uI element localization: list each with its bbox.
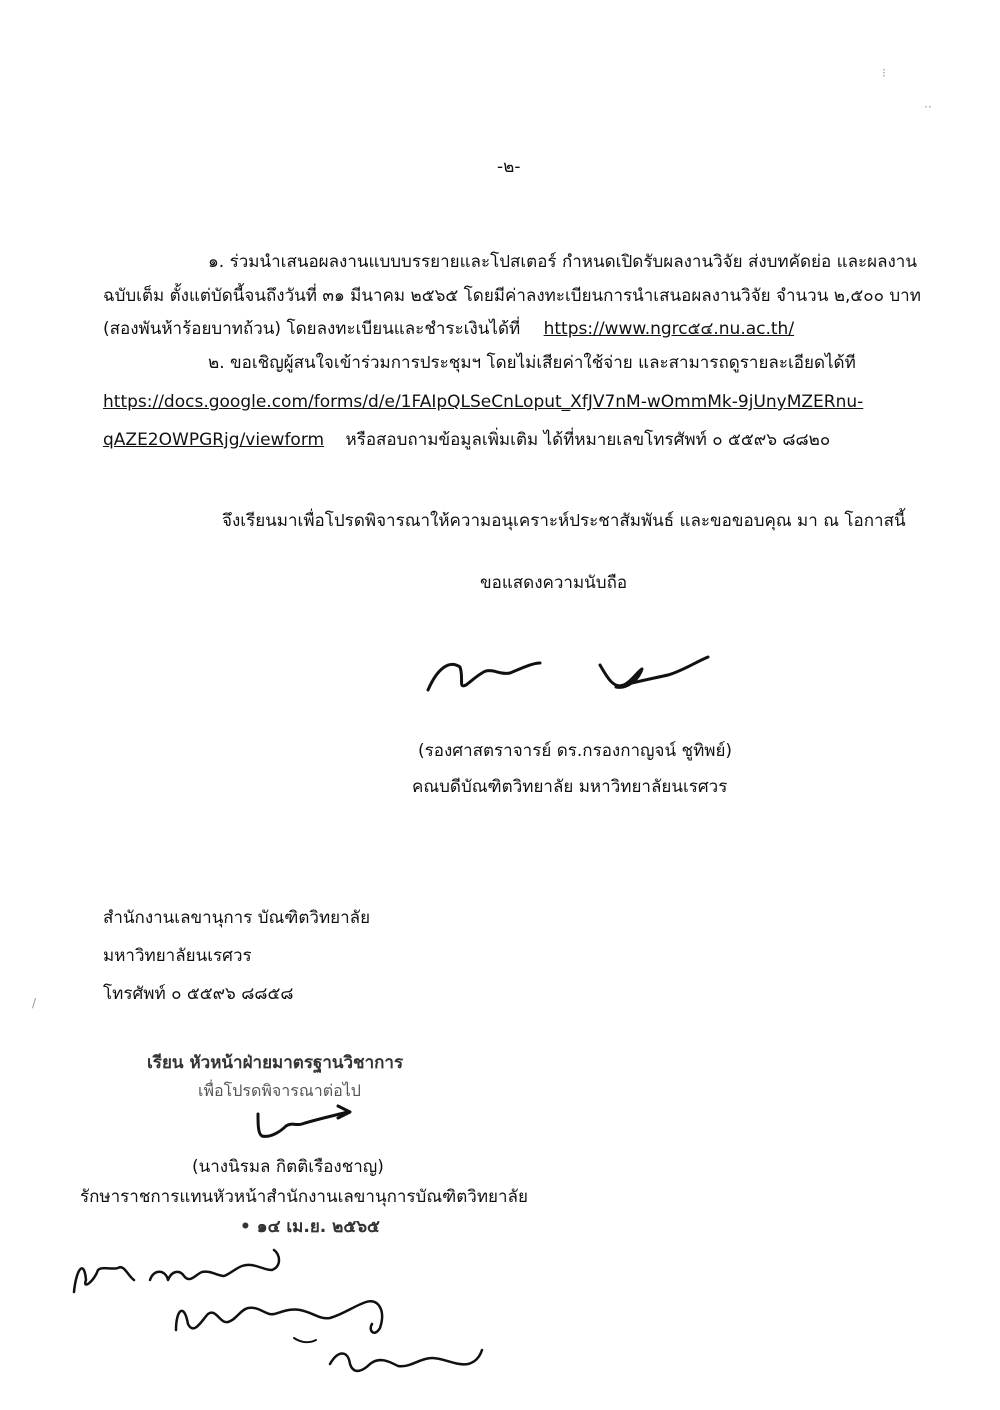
contact-text: หรือสอบถามข้อมูลเพิ่มเติม ได้ที่หมายเลขโทรศัพท์ ๐ ๕๕๙๖ ๘๘๒๐ (345, 430, 831, 450)
date-stamp-text: ๑๔ เม.ย. ๒๕๖๕ (256, 1217, 380, 1237)
google-form-link-part1[interactable]: https://docs.google.com/forms/d/e/1FAIpQLSeCnLoput_XfJV7nM-wOmmMk-9jUnyMZERnu- (103, 392, 864, 412)
item1-line3 (103, 318, 794, 340)
stamp-dot-icon: • (240, 1217, 251, 1237)
date-stamp (240, 1216, 380, 1238)
endorser-name: (นางนิรมล กิตติเรืองชาญ) (192, 1157, 384, 1177)
page-number: -๒- (497, 157, 521, 177)
office-line1: สำนักงานเลขานุการ บัณฑิตวิทยาลัย (103, 908, 371, 928)
office-phone: โทรศัพท์ ๐ ๕๕๙๖ ๘๘๕๘ (103, 984, 294, 1004)
item1-line1: ๑. ร่วมนำเสนอผลงานแบบบรรยายและโปสเตอร์ กำหนดเปิดรับผลงานวิจัย ส่งบทคัดย่อ และผลงาน (208, 252, 917, 272)
item1-line2: ฉบับเต็ม ตั้งแต่บัดนี้จนถึงวันที่ ๓๑ มีนาคม ๒๕๖๕ โดยมีค่าลงทะเบียนการนำเสนอผลงานวิจัย จำนวน ๒,๕๐๐ บาท (103, 286, 921, 306)
item2-line1: ๒. ขอเชิญผู้สนใจเข้าร่วมการประชุมฯ โดยไม่เสียค่าใช้จ่าย และสามารถดูรายละเอียดได้ที (208, 353, 856, 373)
handwritten-date (340, 1360, 407, 1382)
scan-speck: ⁝ (882, 66, 886, 80)
handwritten-line2 (172, 1310, 293, 1332)
scan-speck: ·· (924, 100, 932, 114)
scan-speck: / (32, 996, 37, 1010)
dean-signature (420, 645, 720, 705)
handwritten-line1 (72, 1240, 181, 1262)
endorsement-note: เพื่อโปรดพิจารณาต่อไป (198, 1081, 361, 1100)
item2-line3 (103, 429, 830, 451)
registration-link[interactable]: https://www.ngrc๕๔.nu.ac.th/ (543, 319, 795, 339)
endorser-signature (252, 1104, 362, 1140)
signer-position: คณบดีบัณฑิตวิทยาลัย มหาวิทยาลัยนเรศวร (412, 777, 728, 797)
google-form-link-part2[interactable]: qAZE2OWPGRjg/viewform (103, 430, 325, 450)
signer-name: (รองศาสตราจารย์ ดร.กรองกาญจน์ ชูทิพย์) (418, 741, 733, 761)
endorser-position: รักษาราชการแทนหัวหน้าสำนักงานเลขานุการบัณฑิตวิทยาลัย (80, 1187, 528, 1207)
item1-line3-text: (สองพันห้าร้อยบาทถ้วน) โดยลงทะเบียนและชำระเงินได้ที่ (103, 319, 521, 339)
office-line2: มหาวิทยาลัยนเรศวร (103, 946, 252, 966)
closing-sentence: จึงเรียนมาเพื่อโปรดพิจารณาให้ความอนุเคราะห์ประชาสัมพันธ์ และขอขอบคุณ มา ณ โอกาสนี้ (222, 511, 906, 531)
endorsement-to: เรียน หัวหน้าฝ่ายมาตรฐานวิชาการ (147, 1053, 404, 1073)
regards: ขอแสดงความนับถือ (480, 573, 628, 593)
